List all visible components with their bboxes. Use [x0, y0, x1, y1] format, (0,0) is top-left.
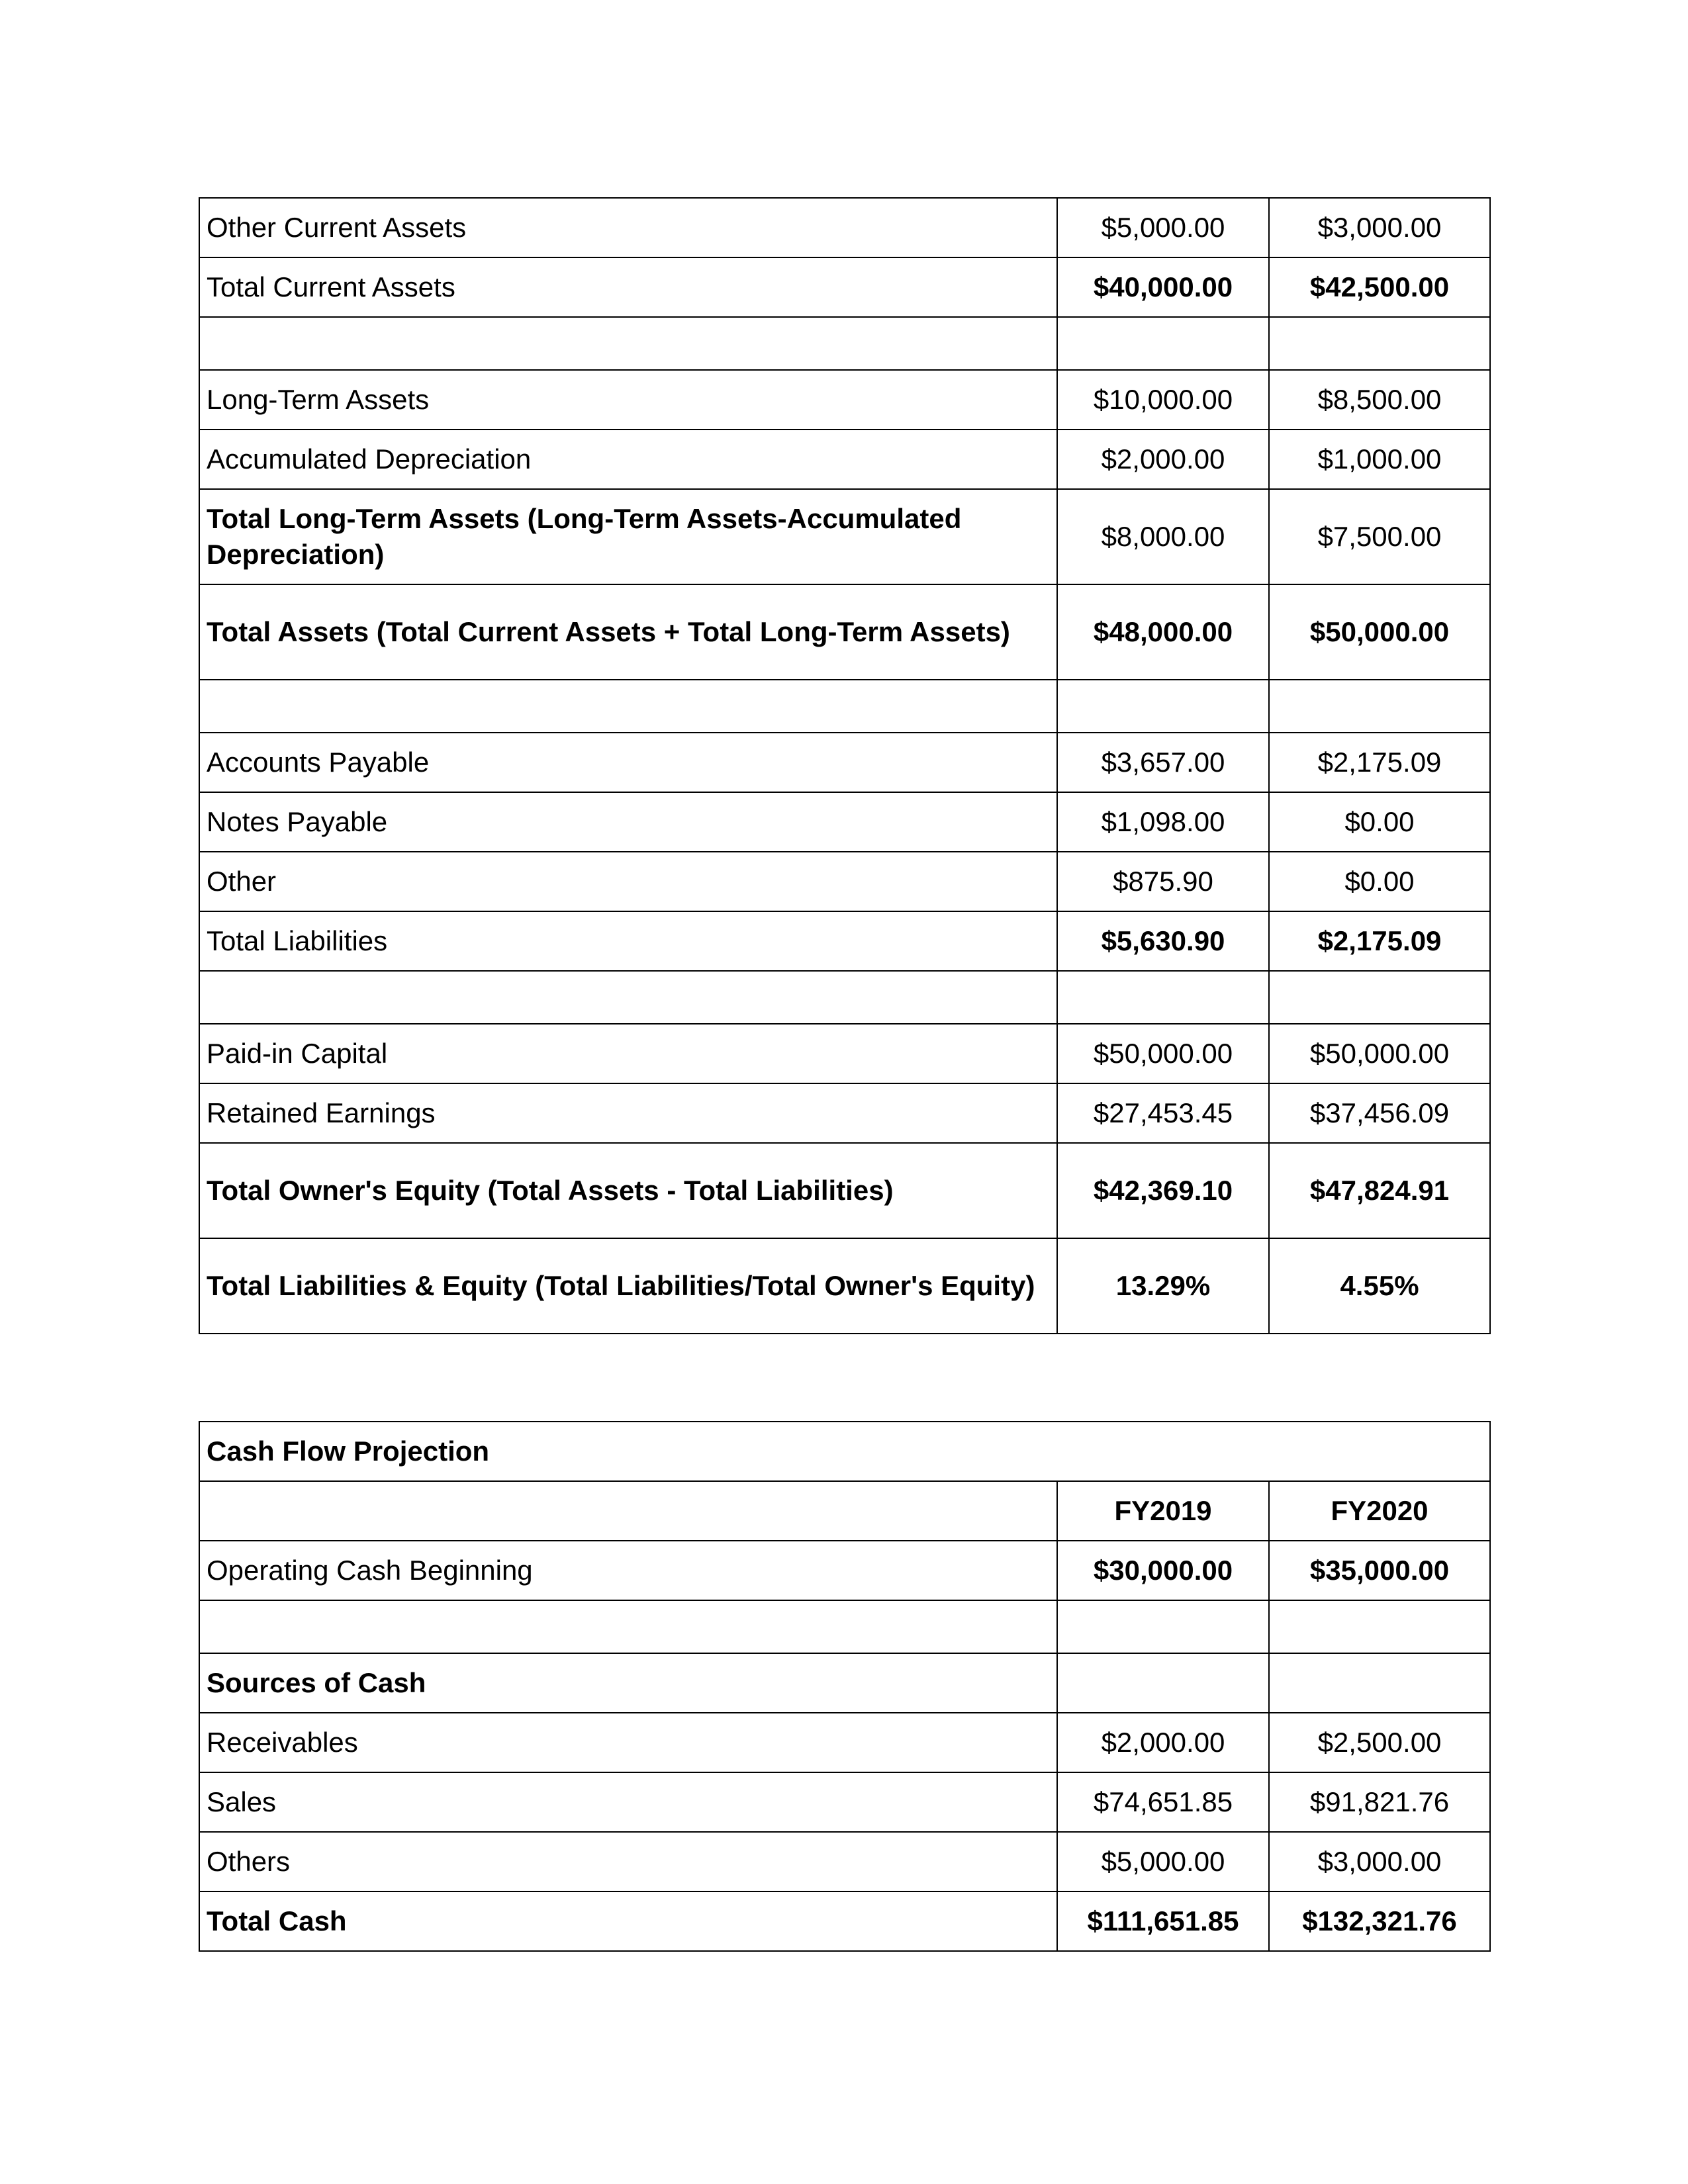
row-label: Accumulated Depreciation [199, 430, 1057, 489]
row-label: Total Assets (Total Current Assets + Total Long-Term Assets) [199, 584, 1057, 680]
fy2019-value: $1,098.00 [1057, 792, 1269, 852]
row-label [199, 317, 1057, 370]
fy2019-value: $48,000.00 [1057, 584, 1269, 680]
fy2020-value [1269, 1600, 1490, 1653]
table-row-notes-payable [199, 792, 1490, 852]
fy2019-value: $30,000.00 [1057, 1541, 1269, 1600]
fy2020-value: $0.00 [1269, 792, 1490, 852]
row-label: Sources of Cash [199, 1653, 1057, 1713]
table-row-long-term-assets [199, 370, 1490, 430]
fy2020-value: $35,000.00 [1269, 1541, 1490, 1600]
row-label: Total Current Assets [199, 257, 1057, 317]
fy2020-value [1269, 971, 1490, 1024]
fy2020-value: $50,000.00 [1269, 1024, 1490, 1083]
table-row-operating-cash-beginning [199, 1541, 1490, 1600]
cash-flow-title: Cash Flow Projection [199, 1422, 1490, 1481]
table-row-spacer [199, 1600, 1490, 1653]
fy2019-value: $8,000.00 [1057, 489, 1269, 584]
row-label: Other [199, 852, 1057, 911]
table-row-accounts-payable [199, 733, 1490, 792]
table-header-row [199, 1481, 1490, 1541]
fy2020-value: $8,500.00 [1269, 370, 1490, 430]
row-label: Operating Cash Beginning [199, 1541, 1057, 1600]
table-row-receivables [199, 1713, 1490, 1772]
table-row-paid-in-capital [199, 1024, 1490, 1083]
row-label: Total Cash [199, 1891, 1057, 1951]
fy2020-value: $3,000.00 [1269, 198, 1490, 257]
fy2020-value: $50,000.00 [1269, 584, 1490, 680]
row-label: Long-Term Assets [199, 370, 1057, 430]
fy2019-value [1057, 1600, 1269, 1653]
table-row-accumulated-depreciation [199, 430, 1490, 489]
table-row-spacer [199, 971, 1490, 1024]
table-row-sources-of-cash [199, 1653, 1490, 1713]
fy2020-value: $2,175.09 [1269, 733, 1490, 792]
table-row-total-current-assets [199, 257, 1490, 317]
fy2020-value [1269, 317, 1490, 370]
row-label: Others [199, 1832, 1057, 1891]
fy2020-value: 4.55% [1269, 1238, 1490, 1334]
fy2019-value: $875.90 [1057, 852, 1269, 911]
row-label [199, 971, 1057, 1024]
fy2019-value: $2,000.00 [1057, 430, 1269, 489]
row-label: Retained Earnings [199, 1083, 1057, 1143]
row-label: Total Owner's Equity (Total Assets - Total Liabilities) [199, 1143, 1057, 1238]
table-row-total-long-term-assets [199, 489, 1490, 584]
header-fy2019: FY2019 [1057, 1481, 1269, 1541]
fy2019-value [1057, 1653, 1269, 1713]
table-row-other [199, 852, 1490, 911]
table-title-row [199, 1422, 1490, 1481]
fy2019-value: $3,657.00 [1057, 733, 1269, 792]
balance-sheet-table [199, 197, 1491, 1334]
row-label: Total Long-Term Assets (Long-Term Assets-Accumulated Depreciation) [199, 489, 1057, 584]
fy2020-value: $2,175.09 [1269, 911, 1490, 971]
fy2019-value: $27,453.45 [1057, 1083, 1269, 1143]
fy2019-value [1057, 971, 1269, 1024]
fy2019-value: 13.29% [1057, 1238, 1269, 1334]
fy2019-value: $40,000.00 [1057, 257, 1269, 317]
fy2020-value: $132,321.76 [1269, 1891, 1490, 1951]
table-row-spacer [199, 317, 1490, 370]
fy2019-value: $2,000.00 [1057, 1713, 1269, 1772]
fy2019-value: $5,000.00 [1057, 198, 1269, 257]
row-label [199, 1600, 1057, 1653]
header-fy2020: FY2020 [1269, 1481, 1490, 1541]
table-row-sales [199, 1772, 1490, 1832]
table-row-total-assets [199, 584, 1490, 680]
row-label: Accounts Payable [199, 733, 1057, 792]
row-label: Paid-in Capital [199, 1024, 1057, 1083]
fy2019-value: $50,000.00 [1057, 1024, 1269, 1083]
fy2020-value: $0.00 [1269, 852, 1490, 911]
table-row-spacer [199, 680, 1490, 733]
row-label [199, 680, 1057, 733]
table-row-total-liabilities [199, 911, 1490, 971]
fy2019-value: $10,000.00 [1057, 370, 1269, 430]
table-row-total-owners-equity [199, 1143, 1490, 1238]
fy2020-value: $37,456.09 [1269, 1083, 1490, 1143]
fy2020-value: $1,000.00 [1269, 430, 1490, 489]
row-label: Total Liabilities [199, 911, 1057, 971]
row-label: Other Current Assets [199, 198, 1057, 257]
fy2019-value: $5,000.00 [1057, 1832, 1269, 1891]
fy2019-value [1057, 680, 1269, 733]
row-label: Sales [199, 1772, 1057, 1832]
cash-flow-table [199, 1421, 1491, 1952]
table-row-total-liabilities-equity [199, 1238, 1490, 1334]
fy2020-value: $47,824.91 [1269, 1143, 1490, 1238]
fy2019-value: $111,651.85 [1057, 1891, 1269, 1951]
fy2019-value [1057, 317, 1269, 370]
table-row-other-current-assets [199, 198, 1490, 257]
header-blank [199, 1481, 1057, 1541]
fy2019-value: $74,651.85 [1057, 1772, 1269, 1832]
table-row-others [199, 1832, 1490, 1891]
fy2020-value: $91,821.76 [1269, 1772, 1490, 1832]
fy2020-value [1269, 1653, 1490, 1713]
fy2020-value [1269, 680, 1490, 733]
fy2020-value: $7,500.00 [1269, 489, 1490, 584]
table-row-total-cash [199, 1891, 1490, 1951]
row-label: Notes Payable [199, 792, 1057, 852]
row-label: Receivables [199, 1713, 1057, 1772]
row-label: Total Liabilities & Equity (Total Liabilities/Total Owner's Equity) [199, 1238, 1057, 1334]
fy2019-value: $42,369.10 [1057, 1143, 1269, 1238]
fy2020-value: $3,000.00 [1269, 1832, 1490, 1891]
table-row-retained-earnings [199, 1083, 1490, 1143]
fy2020-value: $42,500.00 [1269, 257, 1490, 317]
fy2020-value: $2,500.00 [1269, 1713, 1490, 1772]
fy2019-value: $5,630.90 [1057, 911, 1269, 971]
